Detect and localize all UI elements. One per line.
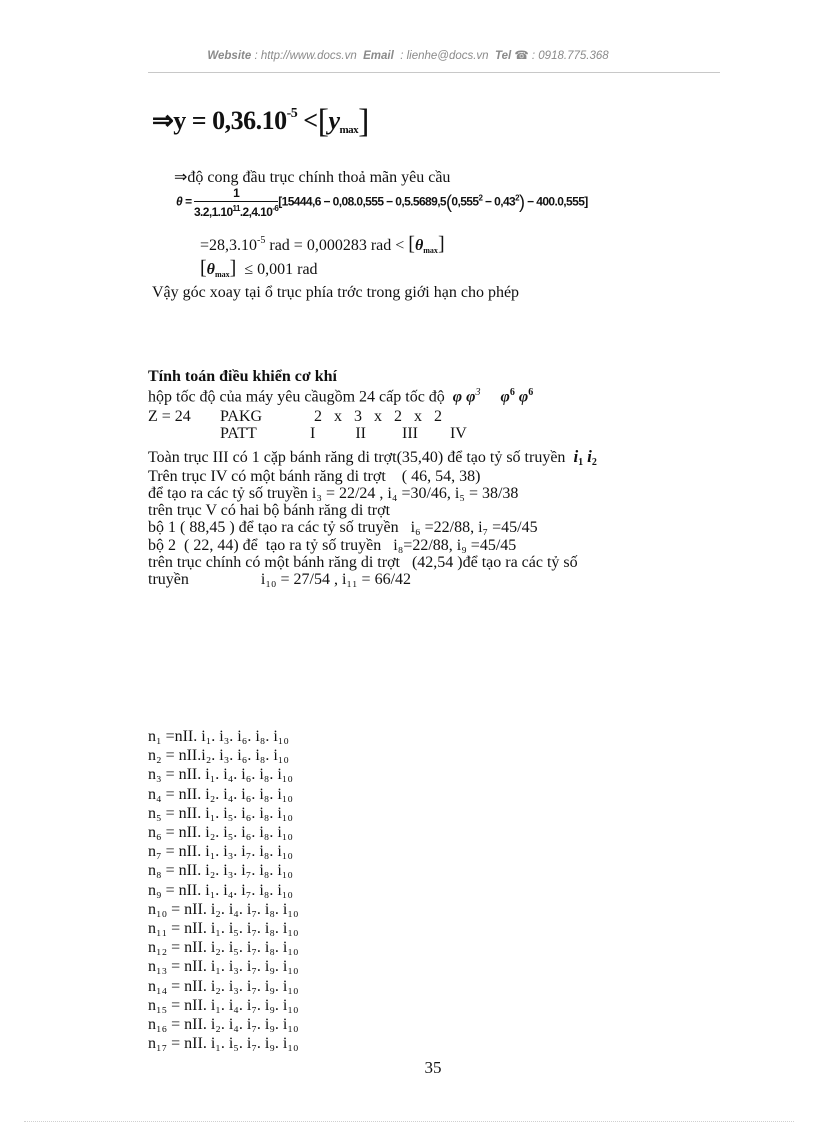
speed-equation-line: n₁₁ = nII. i₁. i₅. i₇. i₈. i₁₀ — [148, 920, 299, 937]
speed-requirement-text: hộp tốc độ của máy yêu cầugồm 24 cấp tốc độ — [148, 388, 445, 406]
truc-chinh-line: trên trục chính có một bánh răng di trợt (42,54 )để tạo ra các tỷ số — [148, 554, 578, 571]
i1-symbol: i — [573, 447, 579, 466]
theta-formula — [176, 186, 588, 219]
truc3-text: Toàn trục III có 1 cặp bánh răng di trợt(35,40) để tạo tỷ số truyền — [148, 449, 566, 466]
result-exponent: -5 — [257, 235, 266, 246]
ratios-line: để tạo ra các tỷ số truyền i₃ = 22/24 , i₄ =30/46, i₅ = 38/38 — [148, 485, 519, 502]
bracket-right: ] — [358, 103, 369, 140]
tel-label: Tel — [494, 50, 512, 62]
result-line — [200, 233, 445, 256]
conclusion-deflection: ⇒độ cong đầu trục chính thoả mãn yêu cầu — [174, 169, 451, 186]
i2-symbol: i — [587, 447, 592, 466]
website-label: Website — [207, 50, 252, 62]
conclusion-rotation: Vậy góc xoay tại ổ trục phía trớc trong giới hạn cho phép — [152, 284, 520, 301]
website-value[interactable]: : http://www.docs.vn — [254, 50, 357, 62]
theta-denominator — [194, 202, 278, 219]
truyen-line: truyền i₁₀ = 27/54 , i₁₁ = 66/42 — [148, 571, 412, 588]
theta-max-subscript: max — [423, 246, 438, 255]
theta-body-a: [15444,6 − 0,08.0,555 − 0,5.5689,5 — [278, 194, 446, 209]
pakg-label: PAKG — [220, 408, 263, 425]
bracket-left: [ — [200, 257, 207, 279]
speed-equation-line: n₈ = nII. i₂. i₃. i₇. i₈. i₁₀ — [148, 862, 293, 880]
eq1-subscript: max — [339, 124, 359, 136]
page-header — [0, 48, 816, 62]
tel-value: ☎ : 0918.775.368 — [514, 50, 609, 62]
eq1-variable: y — [328, 106, 340, 135]
eq1-lhs: ⇒y = 0,36.10 — [152, 106, 287, 135]
speed-equation-line: n₁₇ = nII. i₁. i₅. i₇. i₉. i₁₀ — [148, 1035, 299, 1053]
theta-lhs: θ = — [176, 194, 192, 209]
theta-max-subscript: max — [214, 270, 230, 279]
bracket-right: ] — [437, 233, 445, 255]
theta-body-b: 0,555 — [451, 194, 479, 209]
theta-den-exp1: 11 — [232, 204, 240, 213]
theta-sq-1: 2 — [478, 193, 483, 203]
speed-equation-line: n₂ = nII.i₂. i₃. i₆. i₈. i₁₀ — [148, 747, 289, 765]
speed-equation-line: n₁₃ = nII. i₁. i₃. i₇. i₉. i₁₀ — [148, 958, 299, 976]
bo2-line: bộ 2 ( 22, 44) để tạo ra tỷ số truyền i₈=22/88, i₉ =45/45 — [148, 537, 517, 554]
deflection-equation — [152, 100, 369, 138]
theta-body-d: − 400.0,555] — [527, 194, 588, 209]
paren-right: ) — [519, 191, 525, 212]
theta-body-c: − 0,43 — [485, 194, 516, 209]
phi-symbol-b: φ — [500, 388, 510, 406]
truc5-line: trên trục V có hai bộ bánh răng di trợt — [148, 502, 391, 519]
theta-fraction — [194, 186, 278, 219]
bracket-left: [ — [408, 233, 415, 255]
theta-den-exp2: -6 — [272, 204, 279, 213]
bracket-left: [ — [317, 103, 329, 140]
theta-max-symbol: θ — [414, 237, 424, 254]
pakg-values: 2 x 3 x 2 x 2 — [314, 408, 442, 425]
patt-label: PATT — [220, 425, 257, 442]
z-label: Z = 24 — [148, 408, 191, 425]
footer-divider — [24, 1121, 794, 1122]
theta-den-part-a: 3.2,1.10 — [193, 205, 233, 219]
less-equal-sign: ≤ — [244, 261, 254, 278]
speed-equation-line: n₁₀ = nII. i₂. i₄. i₇. i₈. i₁₀ — [148, 900, 299, 918]
theta-den-part-b: .2,4.10 — [239, 205, 273, 219]
email-value[interactable]: : lienhe@docs.vn — [400, 50, 489, 62]
speed-equation-line: n₃ = nII. i₁. i₄. i₆. i₈. i₁₀ — [148, 766, 293, 784]
bo1-line: bộ 1 ( 88,45 ) để tạo ra các tỷ số truyền i₆ =22/88, i₇ =45/45 — [148, 519, 538, 536]
eq1-relation: < — [303, 106, 318, 135]
email-label: Email — [363, 50, 394, 62]
bracket-right: ] — [229, 257, 237, 279]
truc4-line: Trên trục IV có một bánh răng di trợt ( 46, 54, 38) — [148, 468, 481, 485]
paren-left: ( — [446, 191, 452, 212]
eq1-exponent: -5 — [286, 106, 298, 121]
speed-equation-line: n₁₅ = nII. i₁. i₄. i₇. i₉. i₁₀ — [148, 996, 299, 1014]
i2-subscript: 2 — [591, 457, 597, 468]
limit-line — [200, 257, 318, 280]
phi-exp-6b: 6 — [528, 387, 534, 398]
limit-value: 0,001 rad — [257, 261, 318, 278]
speed-equation-line: n₆ = nII. i₂. i₅. i₆. i₈. i₁₀ — [148, 824, 293, 841]
speed-equation-line: n₁ =nII. i₁. i₃. i₆. i₈. i₁₀ — [148, 728, 289, 745]
i1-subscript: 1 — [578, 457, 584, 468]
section-title: Tính toán điều khiển cơ khí — [148, 368, 337, 385]
result-part-b: rad = 0,000283 rad < — [265, 237, 405, 254]
speed-equation-line: n₉ = nII. i₁. i₄. i₇. i₈. i₁₀ — [148, 881, 293, 899]
speed-equation-line: n₁₄ = nII. i₂. i₃. i₇. i₉. i₁₀ — [148, 977, 299, 995]
patt-values: I II III IV — [310, 425, 467, 442]
page-number: 35 — [424, 1058, 442, 1077]
phi-exp-6a: 6 — [509, 387, 515, 398]
speed-equation-line: n₅ = nII. i₁. i₅. i₆. i₈. i₁₀ — [148, 804, 293, 822]
theta-sq-2: 2 — [515, 193, 519, 203]
truc3-line — [148, 447, 597, 468]
speed-equation-line: n₁₂ = nII. i₂. i₅. i₇. i₈. i₁₀ — [148, 939, 299, 957]
speed-equation-line: n₄ = nII. i₂. i₄. i₆. i₈. i₁₀ — [148, 785, 293, 803]
phi-exp-3: 3 — [475, 387, 481, 398]
phi-symbols: φ φ — [452, 388, 476, 406]
speed-requirement-line — [148, 387, 533, 406]
header-divider — [148, 72, 720, 73]
theta-max-symbol: θ — [206, 261, 215, 278]
result-part-a: =28,3.10 — [200, 237, 258, 254]
speed-equation-line: n₁₆ = nII. i₂. i₄. i₇. i₉. i₁₀ — [148, 1016, 299, 1033]
speed-equation-line: n₇ = nII. i₁. i₃. i₇. i₈. i₁₀ — [148, 843, 293, 861]
phi-symbol-c: φ — [518, 388, 529, 406]
theta-numerator: 1 — [194, 186, 278, 202]
